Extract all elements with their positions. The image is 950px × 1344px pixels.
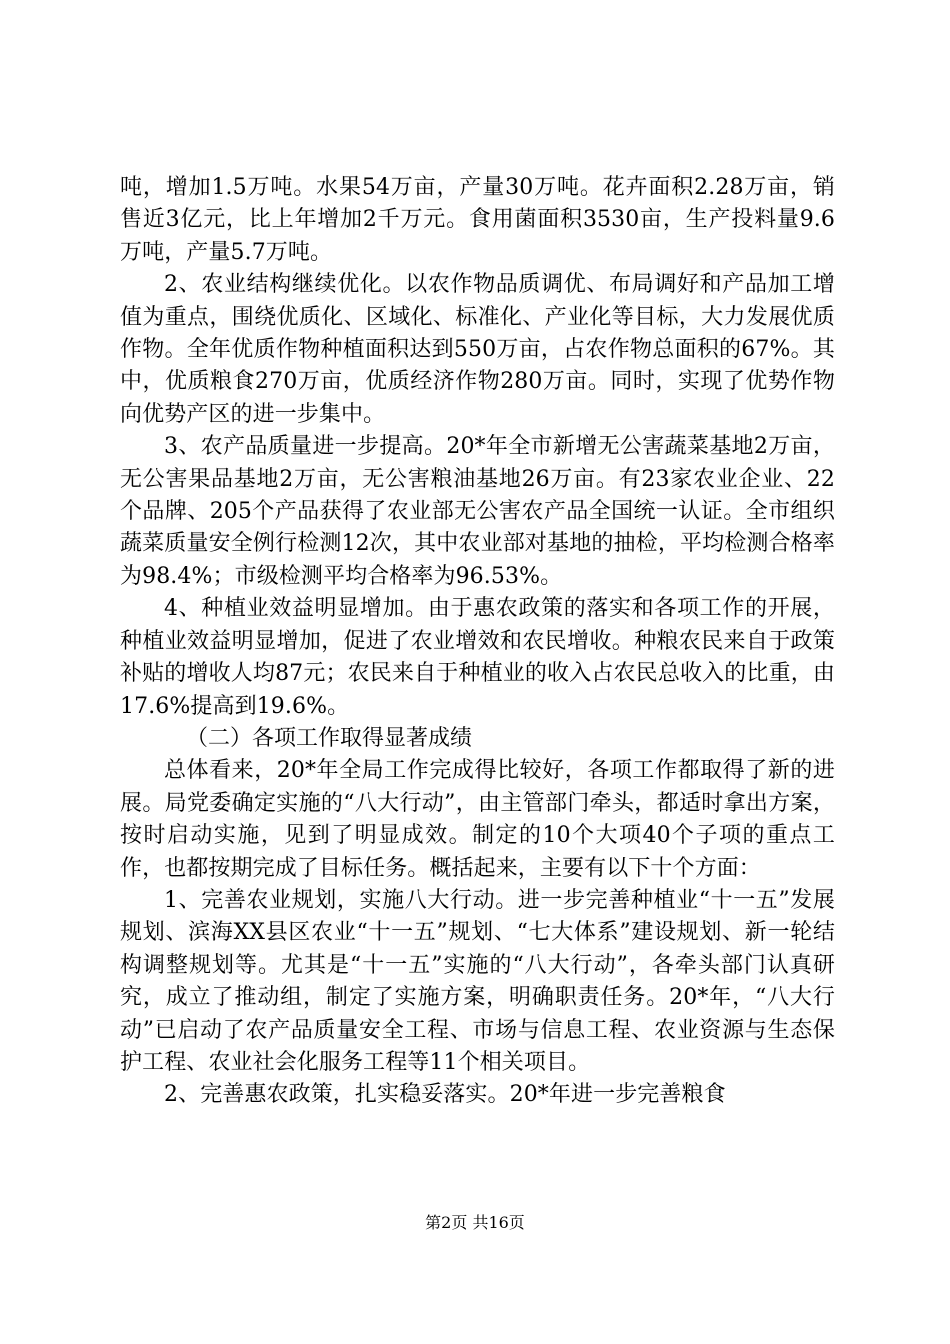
page-number-footer: 第2页 共16页: [425, 1213, 525, 1232]
paragraph-overview: 总体看来，20*年全局工作完成得比较好，各项工作都取得了新的进展。局党委确定实施的“八大行动”，由主管部门牵头，都适时拿出方案，按时启动实施，见到了明显成效。制定的10个大项40个子项的重点工作，也都按期完成了目标任务。概括起来，主要有以下十个方面：: [120, 758, 835, 881]
paragraph-structure: 2、农业结构继续优化。以农作物品质调优、布局调好和产品加工增值为重点，围绕优质化、区域化、标准化、产业化等目标，大力发展优质作物。全年优质作物种植面积达到550万亩，占农作物总面积的67%。其中，优质粮食270万亩，优质经济作物280万亩。同时，实现了优势作物向优势产区的进一步集中。: [120, 272, 835, 427]
paragraph-quality: 3、农产品质量进一步提高。20*年全市新增无公害蔬菜基地2万亩，无公害果品基地2万亩，无公害粮油基地26万亩。有23家农业企业、22个品牌、205个产品获得了农业部无公害农产品全国统一认证。全市组织蔬菜质量安全例行检测12次，其中农业部对基地的抽检，平均检测合格率为98.4%；市级检测平均合格率为96.53%。: [120, 434, 835, 589]
paragraph-planning: 1、完善农业规划，实施八大行动。进一步完善种植业“十一五”发展规划、滨海XX县区农业“十一五”规划、“七大体系”建设规划、新一轮结构调整规划等。尤其是“十一五”实施的“八大行动”，各牵头部门认真研究，成立了推动组，制定了实施方案，明确职责任务。20*年，“八大行动”已启动了农产品质量安全工程、市场与信息工程、农业资源与生态保护工程、农业社会化服务工程等11个相关项目。: [120, 887, 835, 1075]
paragraph-policy: 2、完善惠农政策，扎实稳妥落实。20*年进一步完善粮食: [164, 1082, 726, 1108]
paragraph-continuation: 吨，增加1.5万吨。水果54万亩，产量30万吨。花卉面积2.28万亩，销售近3亿元，比上年增加2千万元。食用菌面积3530亩，生产投料量9.6万吨，产量5.7万吨。: [120, 175, 835, 265]
section-heading: （二）各项工作取得显著成绩: [186, 725, 473, 751]
paragraph-benefit: 4、种植业效益明显增加。由于惠农政策的落实和各项工作的开展，种植业效益明显增加，促进了农业增效和农民增收。种粮农民来自于政策补贴的增收人均87元；农民来自于种植业的收入占农民总收入的比重，由17.6%提高到19.6%。: [120, 596, 835, 719]
document-body: [120, 172, 835, 1112]
